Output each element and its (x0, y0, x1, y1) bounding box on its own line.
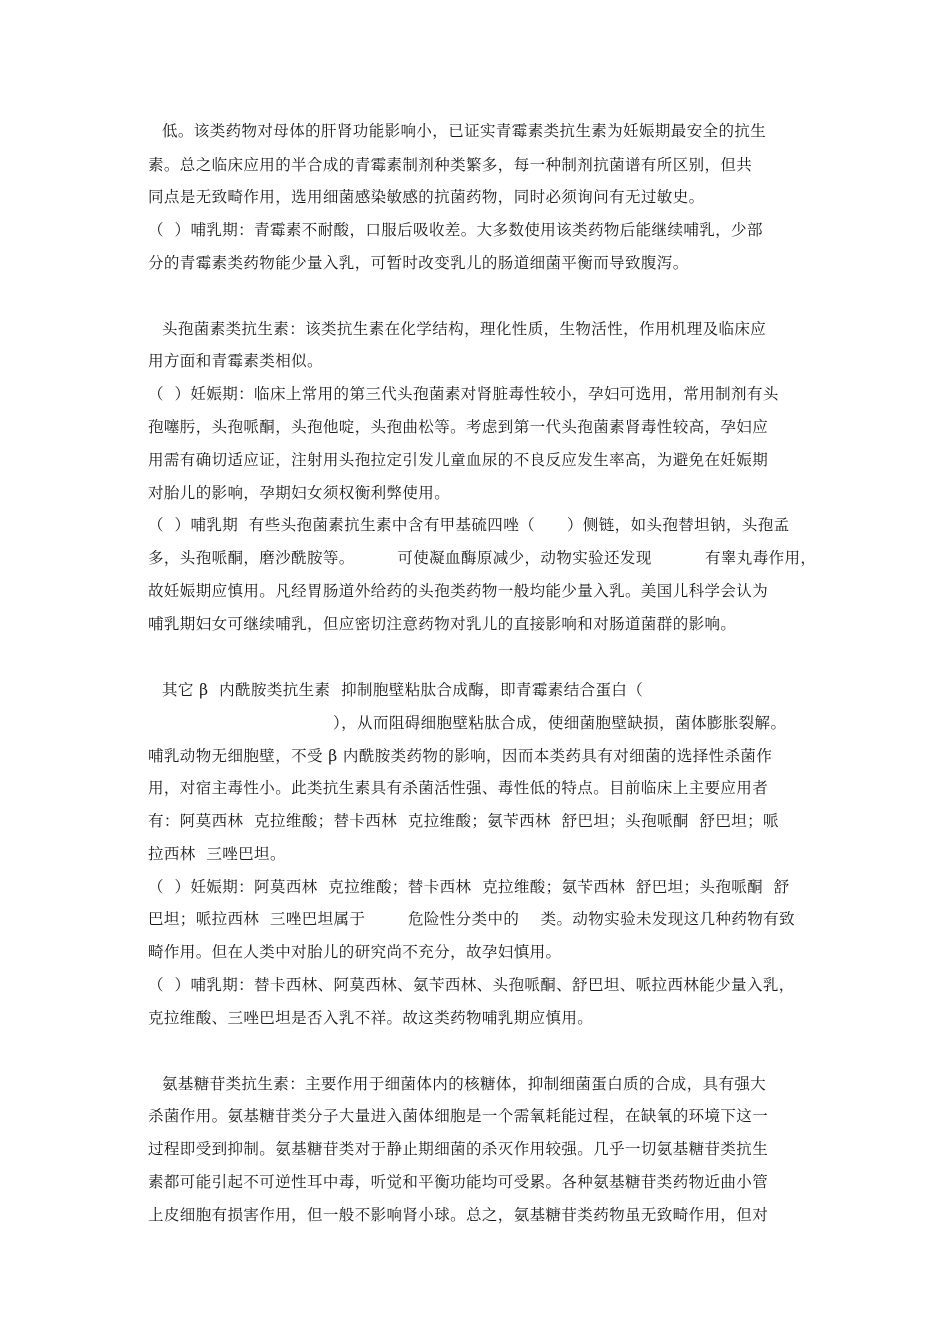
text-line: （ ）妊娠期：临床上常用的第三代头孢菌素对肾脏毒性较小，孕妇可选用，常用制剂有头 (148, 385, 779, 403)
text-line: 对胎儿的影响，孕期妇女须权衡利弊使用。 (148, 484, 451, 502)
text-line: 上皮细胞有损害作用，但一般不影响肾小球。总之，氨基糖苷类药物虽无致畸作用，但对 (148, 1206, 769, 1224)
text-line: ），从而阻碍细胞壁粘肽合成，使细菌胞壁缺损，菌体膨胀裂解。 (333, 714, 787, 732)
text-line: 哺乳期妇女可继续哺乳，但应密切注意药物对乳儿的直接影响和对肠道菌群的影响。 (148, 615, 737, 633)
text-line: 过程即受到抑制。氨基糖苷类对于静止期细菌的杀灭作用较强。几乎一切氨基糖苷类抗生 (148, 1140, 769, 1158)
text-line: 孢噻肟，头孢哌酮，头孢他啶，头孢曲松等。考虑到第一代头孢菌素肾毒性较高，孕妇应 (148, 418, 769, 436)
text-line: （ ）哺乳期：替卡西林、阿莫西林、氨苄西林、头孢哌酮、舒巴坦、哌拉西林能少量入乳， (148, 976, 795, 994)
text-line: 用，对宿主毒性小。此类抗生素具有杀菌活性强、毒性低的特点。目前临床上主要应用者 (148, 779, 769, 797)
text-line: 其它 β 内酰胺类抗生素 抑制胞壁粘肽合成酶，即青霉素结合蛋白（ (162, 681, 644, 699)
text-line: 多，头孢哌酮，磨沙酰胺等。 可使凝血酶原减少，动物实验还发现 有睾丸毒作用， (148, 549, 817, 567)
text-line: 克拉维酸、三唑巴坦是否入乳不祥。故这类药物哺乳期应慎用。 (148, 1009, 594, 1027)
text-line: 畸作用。但在人类中对胎儿的研究尚不充分，故孕妇慎用。 (148, 943, 562, 961)
text-line: 同点是无致畸作用，选用细菌感染敏感的抗菌药物，同时必须询问有无过敏史。 (148, 188, 705, 206)
text-line: 用需有确切适应证，注射用头孢拉定引发儿童血尿的不良反应发生率高，为避免在妊娠期 (148, 451, 769, 469)
text-line: （ ）哺乳期 有些头孢菌素抗生素中含有甲基硫四唑（ ）侧链，如头孢替坦钠，头孢孟 (148, 516, 790, 534)
text-line: 杀菌作用。氨基糖苷类分子大量进入菌体细胞是一个需氧耗能过程，在缺氧的环境下这一 (148, 1107, 769, 1125)
text-line: 头孢菌素类抗生素：该类抗生素在化学结构，理化性质，生物活性，作用机理及临床应 (162, 320, 767, 338)
text-line: （ ）哺乳期：青霉素不耐酸，口服后吸收差。大多数使用该类药物后能继续哺乳，少部 (148, 221, 763, 239)
text-line: 用方面和青霉素类相似。 (148, 352, 323, 370)
text-line: 故妊娠期应慎用。凡经胃肠道外给药的头孢类药物一般均能少量入乳。美国儿科学会认为 (148, 582, 769, 600)
text-line: 有：阿莫西林 克拉维酸；替卡西林 克拉维酸；氨苄西林 舒巴坦；头孢哌酮 舒巴坦；哌 (148, 812, 779, 830)
text-line: 氨基糖苷类抗生素：主要作用于细菌体内的核糖体，抑制细菌蛋白质的合成，具有强大 (162, 1075, 767, 1093)
text-line: 巴坦；哌拉西林 三唑巴坦属于 危险性分类中的 类。动物实验未发现这几种药物有致 (148, 910, 795, 928)
text-line: （ ）妊娠期：阿莫西林 克拉维酸；替卡西林 克拉维酸；氨苄西林 舒巴坦；头孢哌酮 舒 (148, 878, 790, 896)
text-line: 分的青霉素类药物能少量入乳，可暂时改变乳儿的肠道细菌平衡而导致腹泻。 (148, 254, 689, 272)
text-line: 拉西林 三唑巴坦。 (148, 845, 286, 863)
text-line: 素。总之临床应用的半合成的青霉素制剂种类繁多，每一种制剂抗菌谱有所区别，但共 (148, 156, 753, 174)
text-line: 素都可能引起不可逆性耳中毒，听觉和平衡功能均可受累。各种氨基糖苷类药物近曲小管 (148, 1173, 769, 1191)
text-line: 哺乳动物无细胞壁，不受 β 内酰胺类药物的影响，因而本类药具有对细菌的选择性杀菌作 (148, 747, 773, 765)
text-line: 低。该类药物对母体的肝肾功能影响小，已证实青霉素类抗生素为妊娠期最安全的抗生 (162, 122, 767, 140)
